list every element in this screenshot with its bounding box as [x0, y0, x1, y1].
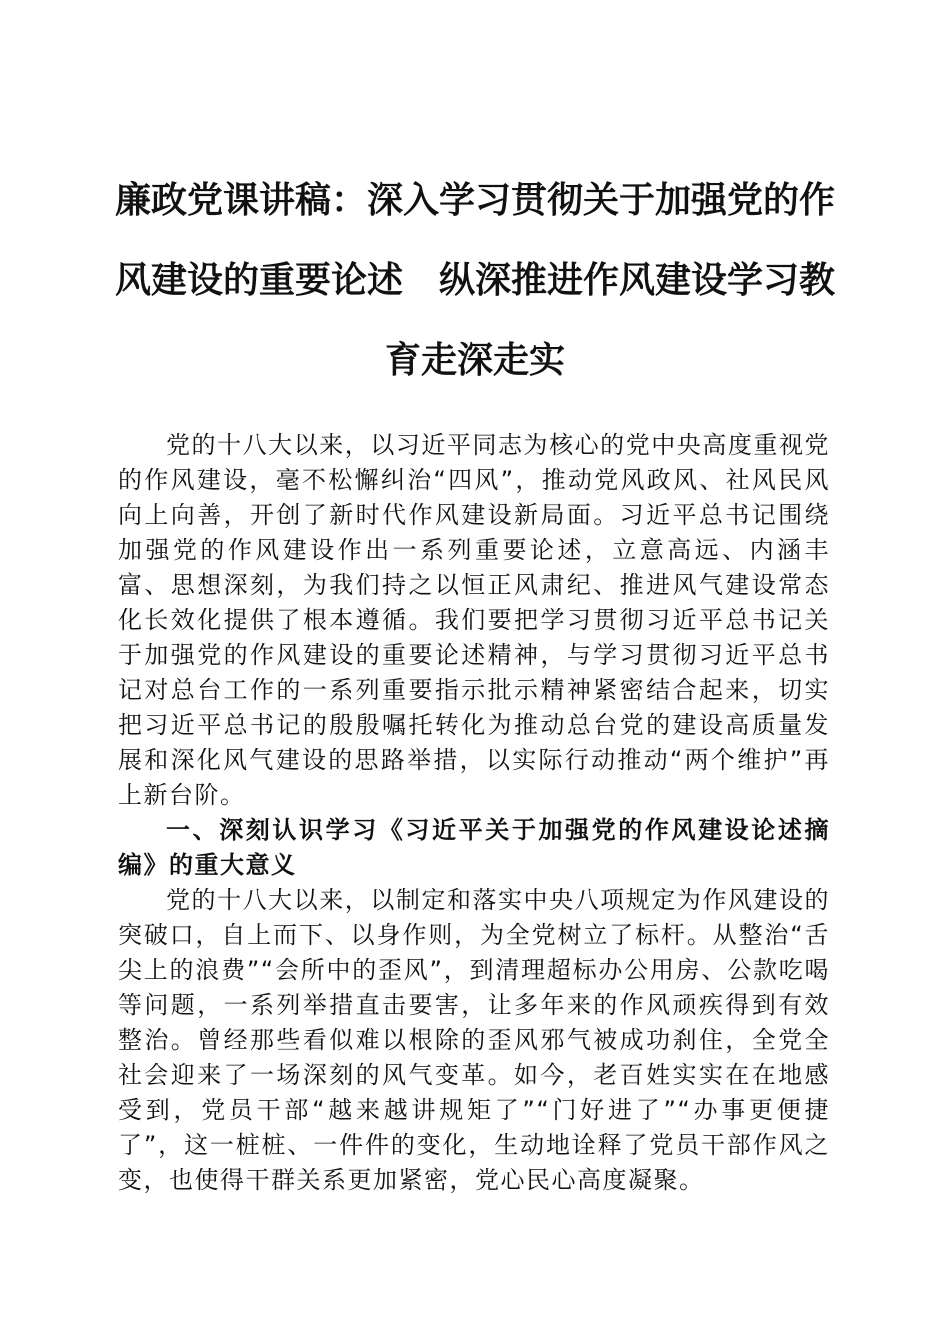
title-line-3: 育走深走实 [384, 339, 565, 381]
title-line-2: 风建设的重要论述 纵深推进作风建设学习教 [114, 259, 835, 301]
title-line-1: 廉政党课讲稿：深入学习贯彻关于加强党的作 [114, 179, 835, 221]
paragraph-intro: 党的十八大以来，以习近平同志为核心的党中央高度重视党的作风建设，毫不松懈纠治“四风”，推动党风政风、社风民风向上向善，开创了新时代作风建设新局面。习近平总书记围绕加强党的作风建设作出一系列重要论述，立意高远、内涵丰富、思想深刻，为我们持之以恒正风肃纪、推进风气建设常态化长效化提供了根本遵循。我们要把学习贯彻习近平总书记关于加强党的作风建设的重要论述精神，与学习贯彻习近平总书记对总台工作的一系列重要指示批示精神紧密结合起来，切实把习近平总书记的殷殷嘱托转化为推动总台党的建设高质量发展和深化风气建设的思路举措，以实际行动推动“两个维护”再上新台阶。 [118, 431, 830, 809]
document-body [118, 428, 830, 1198]
document-title [100, 160, 850, 400]
paragraph-section-1: 党的十八大以来，以制定和落实中央八项规定为作风建设的突破口，自上而下、以身作则，为全党树立了标杆。从整治“舌尖上的浪费”“会所中的歪风”，到清理超标办公用房、公款吃喝等问题，一系列举措直击要害，让多年来的作风顽疾得到有效整治。曾经那些看似难以根除的歪风邪气被成功刹住，全党全社会迎来了一场深刻的风气变革。如今，老百姓实实在在地感受到，党员干部“越来越讲规矩了”“门好进了”“办事更便捷了”，这一桩桩、一件件的变化，生动地诠释了党员干部作风之变，也使得干群关系更加紧密，党心民心高度凝聚。 [118, 886, 830, 1194]
section-heading-1: 一、深刻认识学习《习近平关于加强党的作风建设论述摘编》的重大意义 [118, 816, 830, 879]
